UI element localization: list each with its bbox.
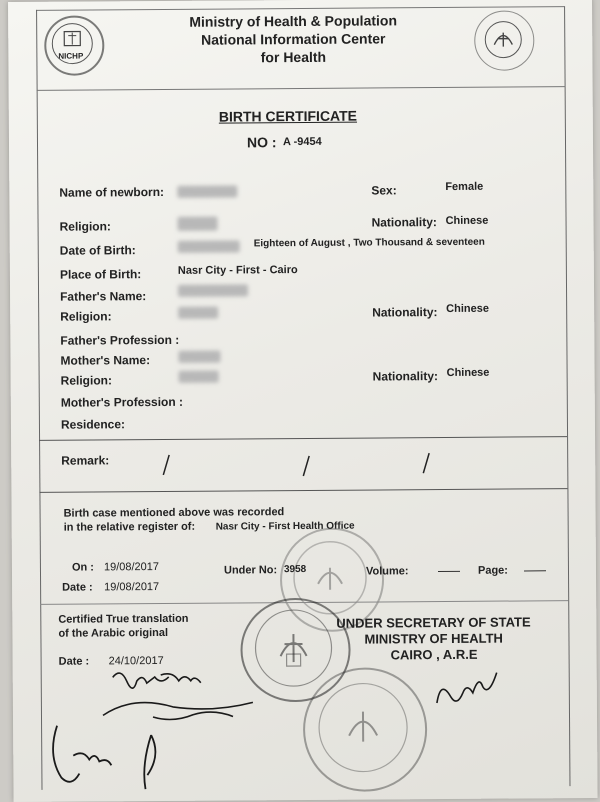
fields-divider xyxy=(39,436,567,441)
mother-religion-label: Religion: xyxy=(60,373,113,388)
on-label: On : xyxy=(71,561,94,574)
authority-line2: MINISTRY OF HEALTH xyxy=(364,630,503,647)
pob-value: Nasr City - First - Cairo xyxy=(177,264,298,277)
mother-religion-redacted xyxy=(179,371,219,383)
mother-nationality-value: Chinese xyxy=(446,366,490,379)
date-label: Date : xyxy=(62,581,93,594)
translator-signature xyxy=(43,664,294,796)
sex-value: Female xyxy=(445,180,484,193)
nationality-label: Nationality: xyxy=(371,215,437,230)
father-religion-redacted xyxy=(178,307,218,319)
remark-divider xyxy=(39,488,567,493)
center-title: National Information Center xyxy=(201,30,386,48)
mother-nationality-label: Nationality: xyxy=(372,369,439,384)
on-value: 19/08/2017 xyxy=(103,560,160,574)
nichp-logo xyxy=(44,15,104,75)
mother-name-label: Mother's Name: xyxy=(60,353,151,368)
volume-label: Volume: xyxy=(365,565,409,578)
nichp-emblem-icon xyxy=(44,15,100,71)
newborn-name-redacted xyxy=(177,185,237,197)
newborn-name-label: Name of newborn: xyxy=(59,184,165,200)
father-name-label: Father's Name: xyxy=(60,289,147,304)
authority-line1: UNDER SECRETARY OF STATE xyxy=(336,614,531,631)
date-value: 19/08/2017 xyxy=(104,580,160,594)
lower-seal-eagle-icon xyxy=(303,667,424,788)
record-line1: Birth case mentioned above was recorded xyxy=(63,506,285,520)
mother-name-redacted xyxy=(178,351,220,363)
page-label: Page: xyxy=(477,564,508,577)
ministry-title: Ministry of Health & Population xyxy=(189,12,398,30)
remark-label: Remark: xyxy=(61,453,110,468)
certificate-title: BIRTH CERTIFICATE xyxy=(218,107,358,125)
ministry-logo xyxy=(474,10,534,70)
left-border xyxy=(36,10,42,790)
father-profession-label: Father's Profession : xyxy=(60,332,180,348)
eagle-emblem-icon xyxy=(474,10,532,68)
authority-line3: CAIRO , A.R.E xyxy=(390,646,478,663)
under-no-value: 3958 xyxy=(283,563,307,576)
certified-line1: Certified True translation xyxy=(58,612,189,626)
religion-label: Religion: xyxy=(59,219,111,234)
right-border xyxy=(564,6,570,786)
dob-redacted xyxy=(178,240,240,252)
pob-label: Place of Birth: xyxy=(59,267,142,282)
nationality-value: Chinese xyxy=(445,214,489,227)
sex-label: Sex: xyxy=(371,183,397,198)
certified-date-label: Date : xyxy=(58,655,90,668)
under-no-label: Under No: xyxy=(223,564,278,577)
certificate-no-label: NO : xyxy=(246,134,277,151)
certified-line2: of the Arabic original xyxy=(58,626,169,640)
record-line2-label: in the relative register of: xyxy=(63,520,196,534)
residence-label: Residence: xyxy=(60,417,126,432)
lower-seal-stamp xyxy=(303,667,428,792)
volume-dash xyxy=(438,571,460,572)
dob-label: Date of Birth: xyxy=(59,243,136,258)
dob-words: Eighteen of August , Two Thousand & seventeen xyxy=(253,236,485,250)
authority-signature xyxy=(431,669,511,720)
certified-date-value: 24/10/2017 xyxy=(108,654,164,668)
header-divider xyxy=(37,86,565,91)
religion-redacted xyxy=(178,217,218,231)
page-dash xyxy=(524,570,546,571)
certificate-no-value: A -9454 xyxy=(282,135,322,149)
center-subtitle: for Health xyxy=(260,48,327,66)
father-nationality-value: Chinese xyxy=(446,302,489,315)
father-nationality-label: Nationality: xyxy=(372,305,438,320)
mother-profession-label: Mother's Profession : xyxy=(60,394,184,410)
certificate-paper xyxy=(8,0,598,802)
nichp-logo-text: NICHP xyxy=(58,51,84,61)
remark-strokes xyxy=(151,447,451,479)
record-office: Nasr City - First Health Office xyxy=(215,520,355,533)
father-name-redacted xyxy=(178,284,248,296)
father-religion-label: Religion: xyxy=(60,309,112,324)
